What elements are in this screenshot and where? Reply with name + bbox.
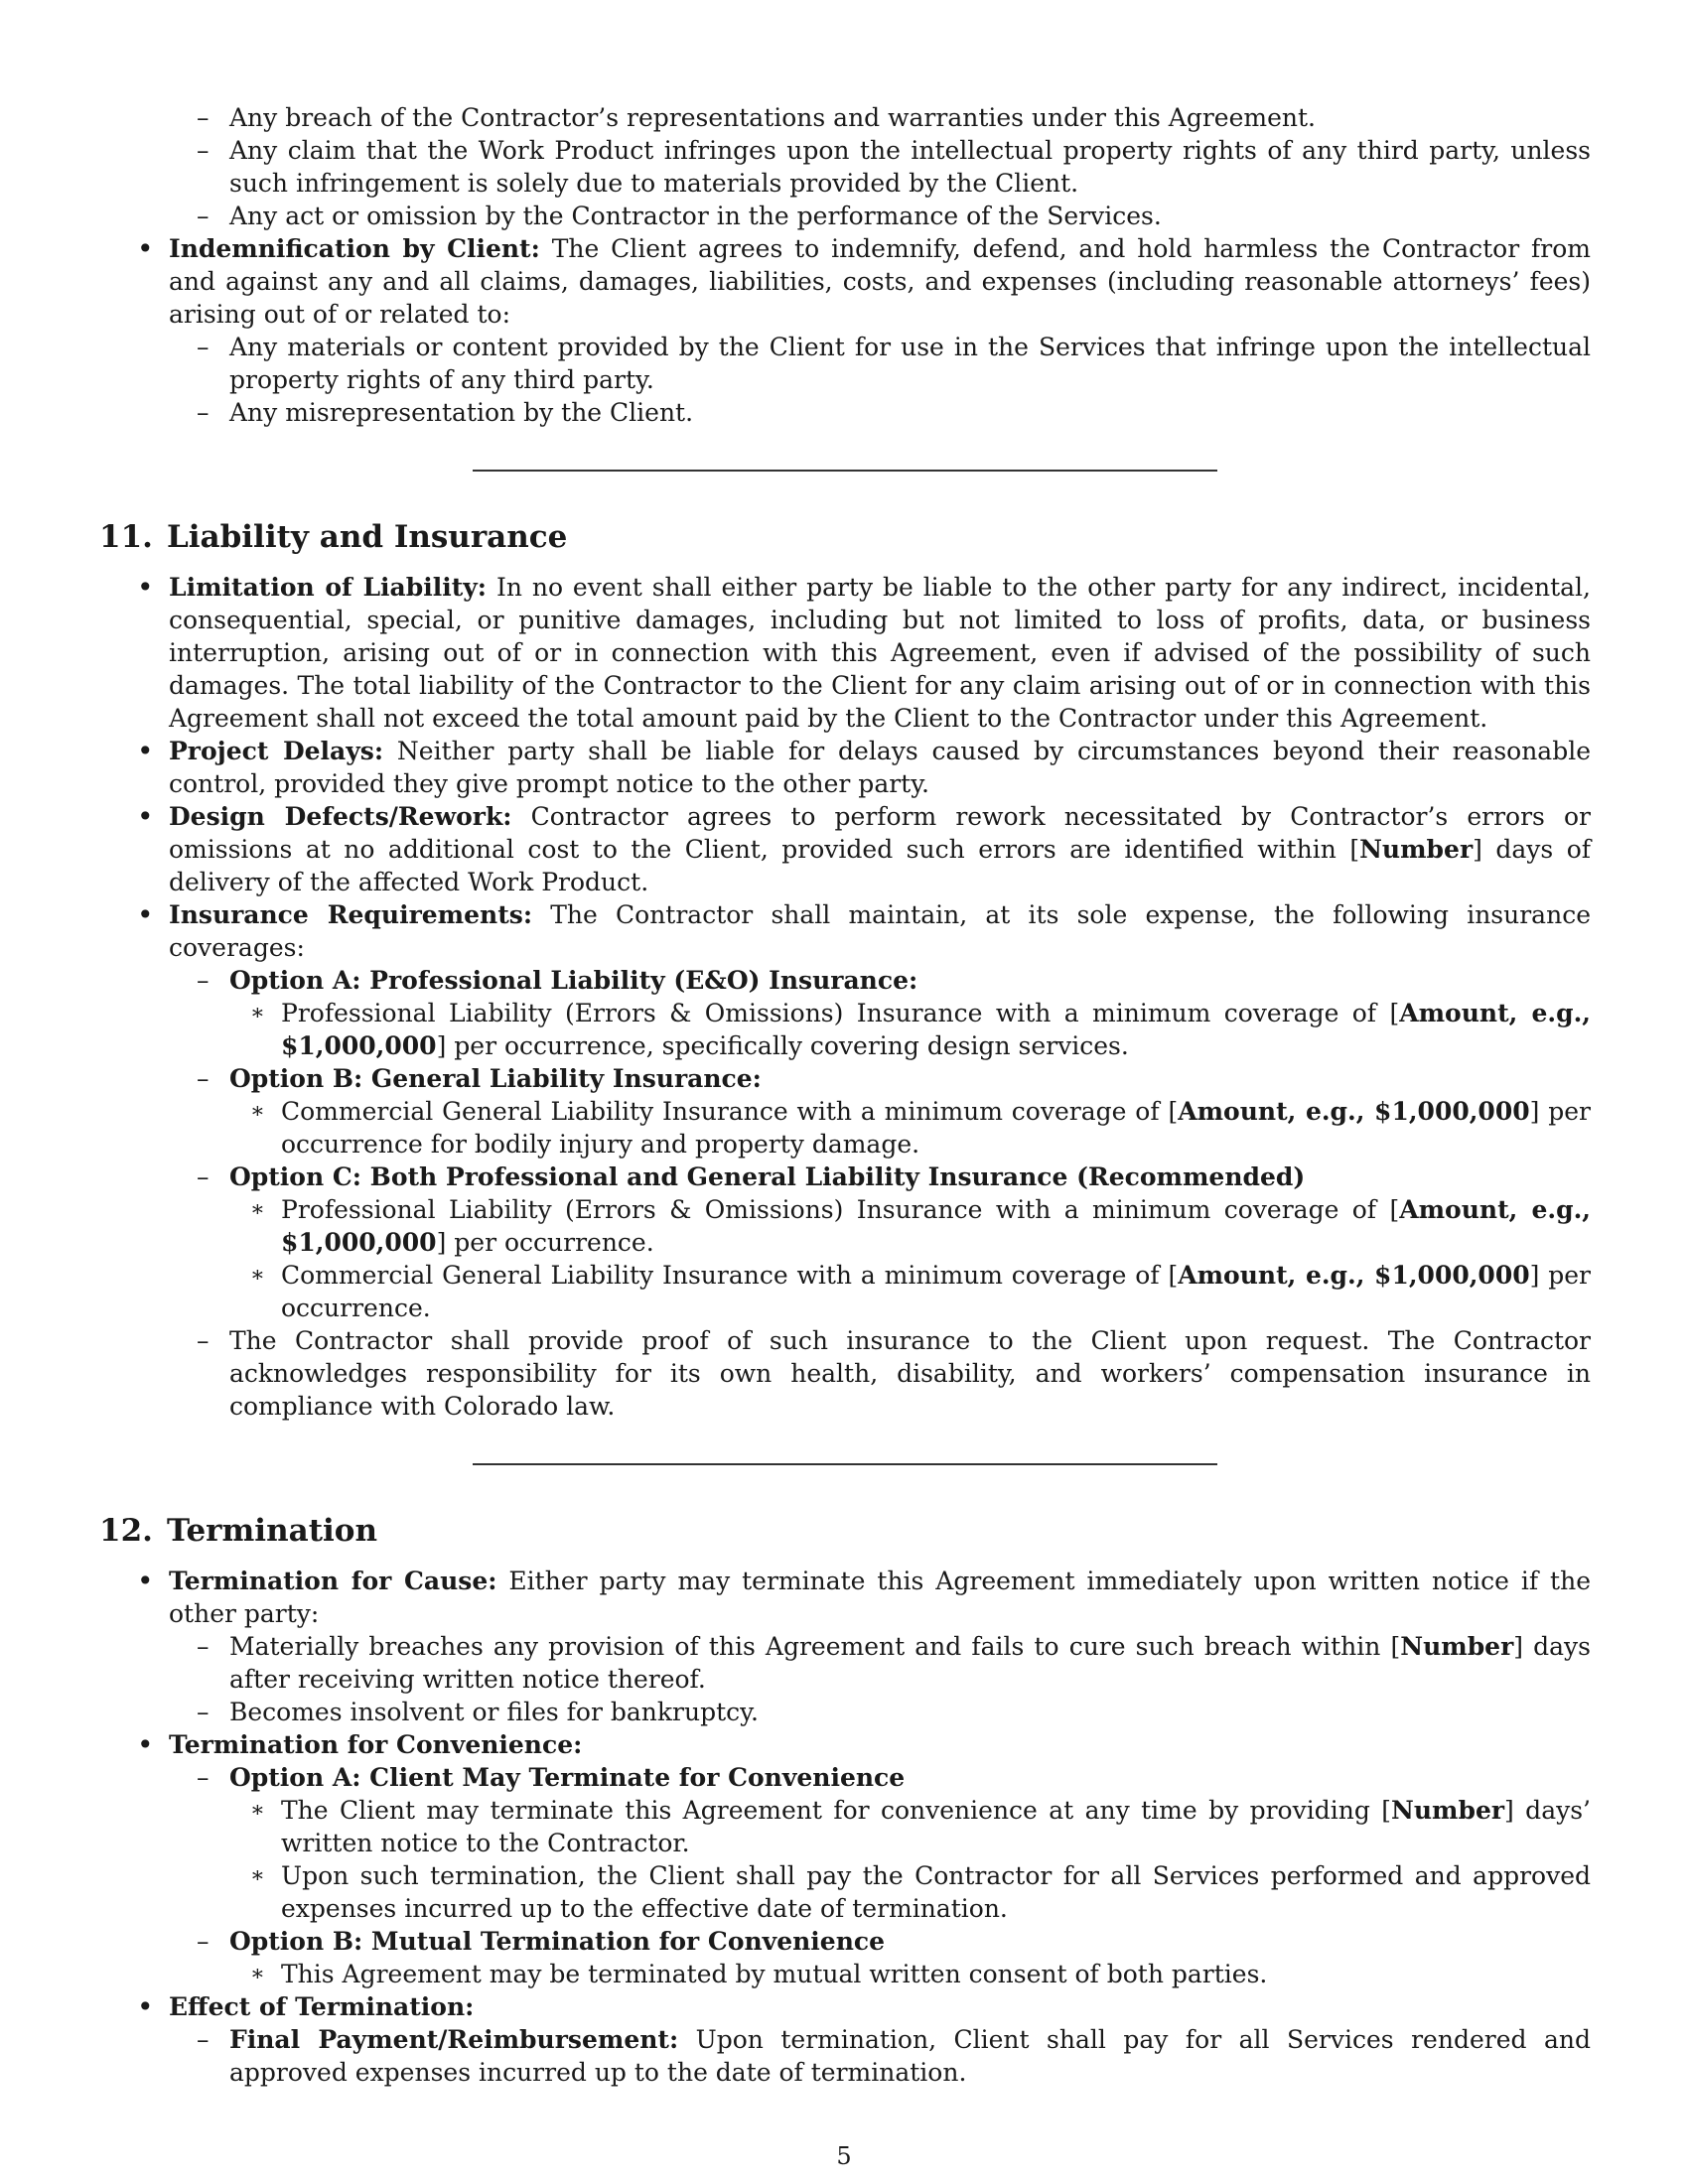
list-item: ∗ Professional Liability (Errors & Omissions) Insurance with a minimum coverage of [Amount, e.g., $1,000,000] per occurrence. — [250, 1195, 1591, 1257]
list-item-termination-for-convenience: • Termination for Convenience: — [137, 1728, 583, 1761]
section-divider — [473, 1463, 1217, 1465]
bullet-marker: • — [137, 800, 154, 833]
list-item-limitation: • Limitation of Liability: In no event shall either party be liable to the other party for any indirect, incidental, consequential, special, or punitive damages, including but not limited to loss of profits, data, or business interruption, arising out of or in connection with this Agreement, even if advised of the possibility of such damages. The total liability of the Contractor to the Client for any claim arising out of or in connection with this Agreement shall not exceed the total amount paid by the Client to the Contractor under this Agreement. — [137, 571, 1591, 733]
list-item: – Becomes insolvent or files for bankruptcy. — [197, 1698, 759, 1726]
star-marker: ∗ — [250, 1197, 265, 1222]
star-marker: ∗ — [250, 1863, 265, 1888]
bullet-marker: • — [137, 898, 154, 931]
list-item-conv-option-b: – Option B: Mutual Termination for Convenience — [197, 1927, 885, 1956]
dash-marker: – — [197, 103, 210, 132]
list-item-option-c: – Option C: Both Professional and General Liability Insurance (Recommended) — [197, 1162, 1306, 1191]
document-body — [99, 101, 1591, 2089]
list-item-client-indemnification: • Indemnification by Client: The Client agrees to indemnify, defend, and hold harmless the Contractor from and against any and all claims, damages, liabilities, costs, and expenses (including reasonable attorneys’ fees) arising out of or related to: — [137, 232, 1591, 329]
list-item: – Any breach of the Contractor’s representations and warranties under this Agreement. — [197, 103, 1316, 132]
list-item: ∗ Upon such termination, the Client shall pay the Contractor for all Services performed and approved expenses incurred up to the effective date of termination. — [250, 1861, 1591, 1923]
list-item: ∗ Commercial General Liability Insurance with a minimum coverage of [Amount, e.g., $1,000,000] per occurrence for bodily injury and property damage. — [250, 1097, 1591, 1159]
bullet-marker: • — [137, 571, 154, 604]
dash-marker: – — [197, 333, 210, 361]
list-item-design-defects: • Design Defects/Rework: Contractor agrees to perform rework necessitated by Contractor’s errors or omissions at no additional cost to the Client, provided such errors are identified within [Number] days of delivery of the affected Work Product. — [137, 800, 1591, 896]
dash-marker: – — [197, 1162, 210, 1191]
dash-marker: – — [197, 1632, 210, 1661]
dash-marker: – — [197, 1927, 210, 1956]
page-number: 5 — [836, 2142, 852, 2170]
list-item: ∗ Commercial General Liability Insurance with a minimum coverage of [Amount, e.g., $1,000,000] per occurrence. — [250, 1261, 1591, 1322]
bullet-marker: • — [137, 1728, 154, 1761]
list-item-option-b: – Option B: General Liability Insurance: — [197, 1064, 762, 1093]
dash-marker: – — [197, 202, 210, 230]
dash-marker: – — [197, 1064, 210, 1093]
bullet-marker: • — [137, 1990, 154, 2023]
dash-marker: – — [197, 2025, 210, 2054]
dash-marker: – — [197, 966, 210, 995]
list-item-project-delays: • Project Delays: Neither party shall be liable for delays caused by circumstances beyond their reasonable control, provided they give prompt notice to the other party. — [137, 735, 1591, 798]
section-heading-12: 12. Termination — [99, 1513, 378, 1549]
list-item-option-a: – Option A: Professional Liability (E&O) Insurance: — [197, 966, 918, 995]
star-marker: ∗ — [250, 1001, 265, 1025]
list-item: ∗ The Client may terminate this Agreement for convenience at any time by providing [Number] days’ written notice to the Contractor. — [250, 1796, 1591, 1857]
bullet-marker: • — [137, 735, 154, 767]
list-item-insurance: • Insurance Requirements: The Contractor shall maintain, at its sole expense, the following insurance coverages: — [137, 898, 1591, 962]
star-marker: ∗ — [250, 1798, 265, 1823]
bullet-marker: • — [137, 1565, 154, 1597]
list-item: ∗ This Agreement may be terminated by mutual written consent of both parties. — [250, 1960, 1268, 1988]
list-item: – Any claim that the Work Product infringes upon the intellectual property rights of any third party, unless such infringement is solely due to materials provided by the Client. — [197, 136, 1591, 198]
list-item-conv-option-a: – Option A: Client May Terminate for Convenience — [197, 1763, 906, 1792]
bullet-marker: • — [137, 232, 154, 265]
dash-marker: – — [197, 136, 210, 165]
list-item: ∗ Professional Liability (Errors & Omissions) Insurance with a minimum coverage of [Amount, e.g., $1,000,000] per occurrence, specifically covering design services. — [250, 999, 1591, 1060]
list-item-effect-of-termination: • Effect of Termination: — [137, 1990, 475, 2023]
dash-marker: – — [197, 1326, 210, 1355]
star-marker: ∗ — [250, 1099, 265, 1124]
list-item: – Any misrepresentation by the Client. — [197, 398, 694, 427]
list-item-proof-of-insurance: – The Contractor shall provide proof of such insurance to the Client upon request. The Contractor acknowledges responsibility for its own health, disability, and workers’ compensation insurance in compliance with Colorado law. — [197, 1326, 1591, 1421]
list-item: – Materially breaches any provision of this Agreement and fails to cure such breach within [Number] days after receiving written notice thereof. — [197, 1632, 1591, 1694]
list-item-termination-for-cause: • Termination for Cause: Either party may terminate this Agreement immediately upon written notice if the other party: — [137, 1565, 1591, 1628]
section-heading-11: 11. Liability and Insurance — [99, 519, 568, 555]
dash-marker: – — [197, 1763, 210, 1792]
section-divider — [473, 470, 1217, 472]
dash-marker: – — [197, 1698, 210, 1726]
list-item: – Any materials or content provided by the Client for use in the Services that infringe upon the intellectual property rights of any third party. — [197, 333, 1591, 394]
star-marker: ∗ — [250, 1962, 265, 1986]
list-item-final-payment: – Final Payment/Reimbursement: Upon termination, Client shall pay for all Services rendered and approved expenses incurred up to the date of termination. — [197, 2025, 1591, 2087]
star-marker: ∗ — [250, 1263, 265, 1288]
list-item: – Any act or omission by the Contractor in the performance of the Services. — [197, 202, 1162, 230]
dash-marker: – — [197, 398, 210, 427]
